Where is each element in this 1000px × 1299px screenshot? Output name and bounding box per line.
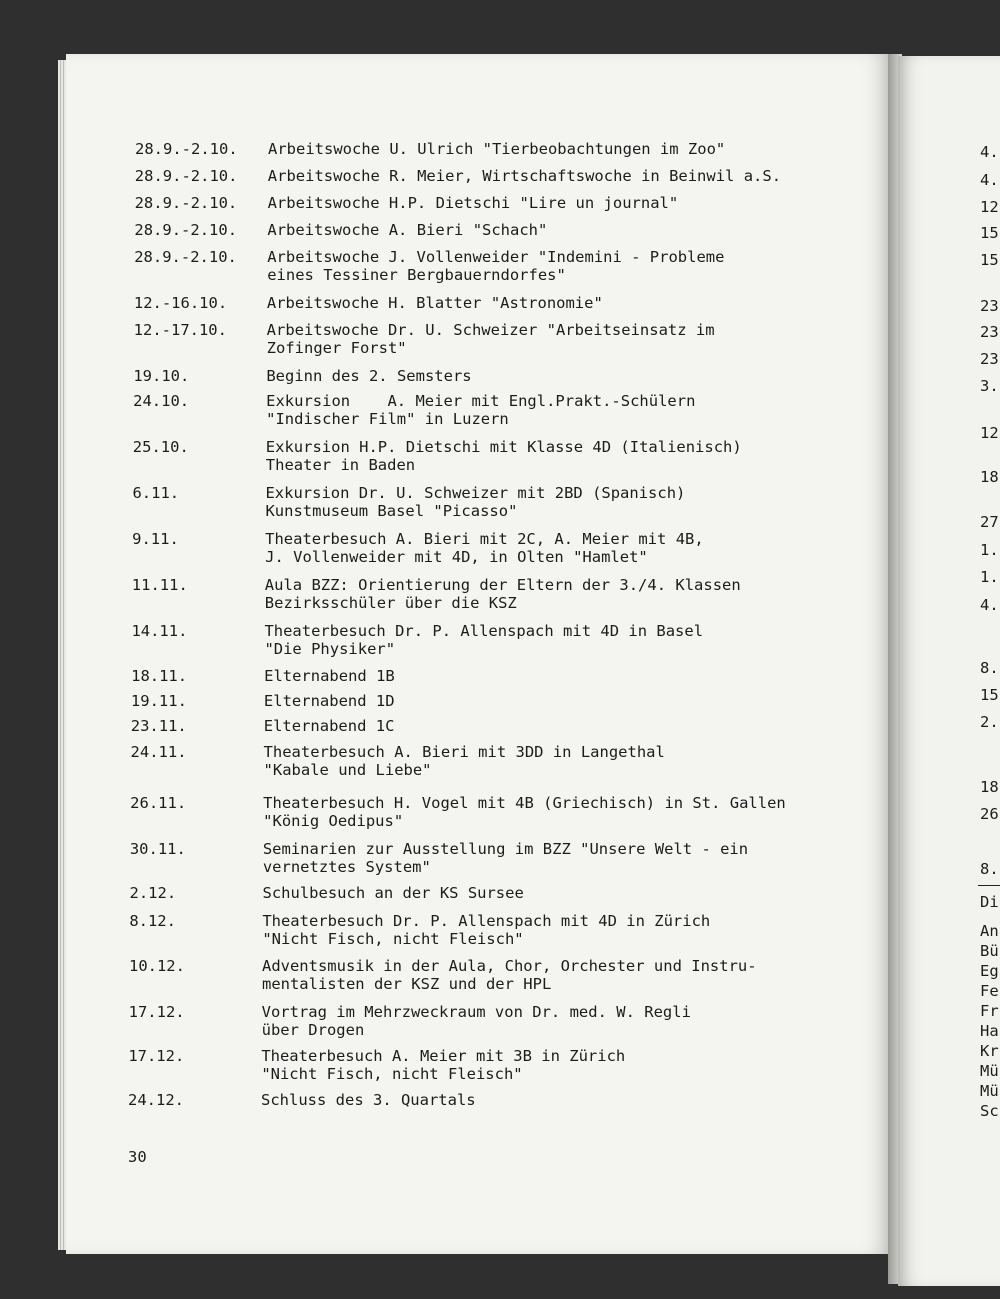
right-page-fragment: Fr: [980, 1002, 999, 1020]
entry-description: [264, 717, 395, 735]
right-page-fragment: Mü: [980, 1062, 999, 1080]
entry-line: Exkursion A. Meier mit Engl.Prakt.-Schülern: [266, 392, 696, 410]
right-page-fragment: Bü: [980, 942, 999, 960]
right-page-fragment: 15: [980, 686, 999, 704]
entry-description: [264, 667, 395, 685]
right-page-rule: [978, 885, 1000, 886]
right-page-fragment: 4.: [980, 596, 999, 614]
entry-line: "Die Physiker": [264, 640, 396, 658]
entry-line: Aula BZZ: Orientierung der Eltern der 3./4. Klassen: [264, 576, 741, 594]
entry-date: 24.10.: [133, 392, 190, 410]
entry-line: Schluss des 3. Quartals: [261, 1091, 476, 1109]
entry-description: [267, 294, 603, 312]
entry-line: Vortrag im Mehrzweckraum von Dr. med. W. Regli: [261, 1003, 691, 1021]
entry-line: Arbeitswoche H.P. Dietschi "Lire un journal": [267, 194, 679, 212]
entry-description: [264, 622, 703, 658]
entry-date: 26.11.: [130, 794, 187, 812]
entry-line: mentalisten der KSZ und der HPL: [261, 975, 552, 993]
entry-description: [264, 743, 665, 779]
entry-description: [265, 530, 704, 566]
entry-date: 6.11.: [132, 484, 180, 502]
entry-description: [263, 794, 786, 830]
entry-date: 24.12.: [128, 1091, 184, 1109]
right-page-fragment: 23: [980, 350, 999, 368]
entry-line: "Indischer Film" in Luzern: [266, 410, 509, 428]
entry-description: [267, 321, 715, 357]
right-page-fragment: 1.: [980, 541, 999, 559]
page-number: 30: [128, 1148, 147, 1166]
entry-line: Arbeitswoche H. Blatter "Astronomie": [266, 294, 603, 312]
entry-date: 19.10.: [133, 367, 190, 385]
entry-description: [261, 1091, 476, 1109]
entry-date: 28.9.-2.10.: [134, 221, 238, 239]
entry-date: 24.11.: [130, 743, 187, 761]
entry-description: [266, 438, 742, 474]
right-page-fragment: Eg: [980, 962, 999, 980]
right-page-fragment: Ha: [980, 1022, 999, 1040]
entry-description: [262, 957, 757, 993]
right-page-fragment: 23: [980, 323, 999, 341]
entry-description: [268, 194, 679, 212]
entry-line: Theater in Baden: [265, 456, 416, 474]
entry-line: vernetztes System": [262, 858, 431, 876]
right-page-fragment: 18: [980, 468, 999, 486]
entry-line: Exkursion Dr. U. Schweizer mit 2BD (Spanisch): [265, 484, 686, 502]
entry-line: Arbeitswoche J. Vollenweider "Indemini - Probleme: [267, 248, 725, 266]
entry-date: 2.12.: [129, 884, 177, 902]
entry-line: Elternabend 1B: [264, 667, 395, 685]
right-page-fragment: 4.: [980, 143, 999, 161]
right-page-fragment: 15: [980, 251, 999, 269]
entry-line: Seminarien zur Ausstellung im BZZ "Unsere Welt - ein: [262, 840, 749, 858]
entry-description: [264, 692, 395, 710]
entry-line: "Nicht Fisch, nicht Fleisch": [262, 930, 524, 948]
right-page-fragment: 12: [980, 198, 999, 216]
right-page-fragment: Mü: [980, 1082, 999, 1100]
entry-description: [261, 1047, 625, 1083]
right-page-fragment: Kr: [980, 1042, 999, 1060]
entry-line: eines Tessiner Bergbauerndorfes": [267, 266, 566, 284]
entry-line: Zofinger Forst": [266, 339, 407, 357]
entry-line: Theaterbesuch Dr. P. Allenspach mit 4D in Basel: [264, 622, 704, 640]
right-page-fragment: 18: [980, 778, 999, 796]
entry-date: 9.11.: [132, 530, 179, 548]
entry-description: [267, 221, 547, 239]
entry-line: Theaterbesuch Dr. P. Allenspach mit 4D in Zürich: [262, 912, 711, 930]
entry-line: Adventsmusik in der Aula, Chor, Orchester und Instru-: [261, 957, 757, 975]
entry-date: 19.11.: [130, 692, 187, 710]
entry-date: 28.9.-2.10.: [134, 167, 238, 185]
entry-description: [262, 1003, 691, 1039]
entry-line: Schulbesuch an der KS Sursee: [262, 884, 524, 902]
entry-description: [268, 167, 781, 185]
right-page-fragment: 27: [980, 513, 999, 531]
entry-line: Elternabend 1D: [263, 692, 395, 710]
right-page-fragment: 3.: [980, 377, 999, 395]
right-page-fragment: 4.: [980, 171, 999, 189]
right-page-fragment: An: [980, 922, 999, 940]
entry-line: Arbeitswoche Dr. U. Schweizer "Arbeitseinsatz im: [266, 321, 715, 339]
entry-description: [268, 140, 725, 158]
entry-description: [262, 912, 710, 948]
entry-date: 18.11.: [131, 667, 188, 685]
right-page-fragment: 8.: [980, 659, 999, 677]
right-page-fragment: Sc: [980, 1102, 999, 1120]
entry-date: 28.9.-2.10.: [134, 248, 237, 266]
entry-line: Arbeitswoche R. Meier, Wirtschaftswoche in Beinwil a.S.: [267, 167, 782, 185]
entry-line: über Drogen: [261, 1021, 365, 1039]
entry-description: [265, 576, 741, 612]
entry-line: Exkursion H.P. Dietschi mit Klasse 4D (Italienisch): [265, 438, 742, 456]
entry-date: 28.9.-2.10.: [134, 194, 238, 212]
entry-description: [263, 884, 524, 902]
entry-line: Theaterbesuch A. Bieri mit 2C, A. Meier mit 4B,: [265, 530, 704, 548]
entry-date: 28.9.-2.10.: [135, 140, 238, 158]
entry-line: Theaterbesuch A. Bieri mit 3DD in Langethal: [263, 743, 665, 761]
entry-line: J. Vollenweider mit 4D, in Olten "Hamlet": [265, 548, 648, 566]
entry-line: Theaterbesuch A. Meier mit 3B in Zürich: [261, 1047, 626, 1065]
entry-description: [265, 484, 685, 520]
entry-date: 30.11.: [129, 840, 186, 858]
entry-date: 17.12.: [128, 1003, 185, 1021]
entry-line: "Kabale und Liebe": [263, 761, 432, 779]
entry-description: [266, 367, 471, 385]
entry-date: 23.11.: [130, 717, 187, 735]
entry-line: Arbeitswoche A. Bieri "Schach": [267, 221, 548, 239]
entry-line: Bezirksschüler über die KSZ: [264, 594, 517, 612]
right-page-fragment: 12: [980, 424, 999, 442]
right-page-fragment: Di: [980, 893, 999, 911]
right-page-fragment: 1.: [980, 568, 999, 586]
entry-date: 25.10.: [132, 438, 189, 456]
entry-date: 11.11.: [131, 576, 188, 594]
entry-description: [266, 392, 695, 428]
entry-date: 17.12.: [128, 1047, 185, 1065]
entry-line: Theaterbesuch H. Vogel mit 4B (Griechisch) in St. Gallen: [263, 794, 786, 812]
entry-date: 10.12.: [128, 957, 185, 975]
entry-line: Kunstmuseum Basel "Picasso": [265, 502, 518, 520]
entry-line: "Nicht Fisch, nicht Fleisch": [261, 1065, 523, 1083]
right-page-fragment: 23: [980, 297, 999, 315]
entry-date: 12.-16.10.: [133, 294, 228, 312]
entry-date: 14.11.: [131, 622, 188, 640]
entry-line: Beginn des 2. Semsters: [266, 367, 472, 385]
entry-line: Arbeitswoche U. Ulrich "Tierbeobachtungen im Zoo": [268, 140, 726, 158]
entry-description: [267, 248, 724, 284]
entry-date: 12.-17.10.: [133, 321, 227, 339]
right-page-fragment: 15: [980, 224, 999, 242]
right-page-fragment: Fe: [980, 982, 999, 1000]
entry-line: "König Oedipus": [263, 812, 404, 830]
entry-line: Elternabend 1C: [263, 717, 395, 735]
entry-description: [263, 840, 748, 876]
right-page-fragment: 26: [980, 805, 999, 823]
entry-date: 8.12.: [129, 912, 176, 930]
right-page-fragment: 8.: [980, 860, 999, 878]
right-page-fragment: 2.: [980, 713, 999, 731]
